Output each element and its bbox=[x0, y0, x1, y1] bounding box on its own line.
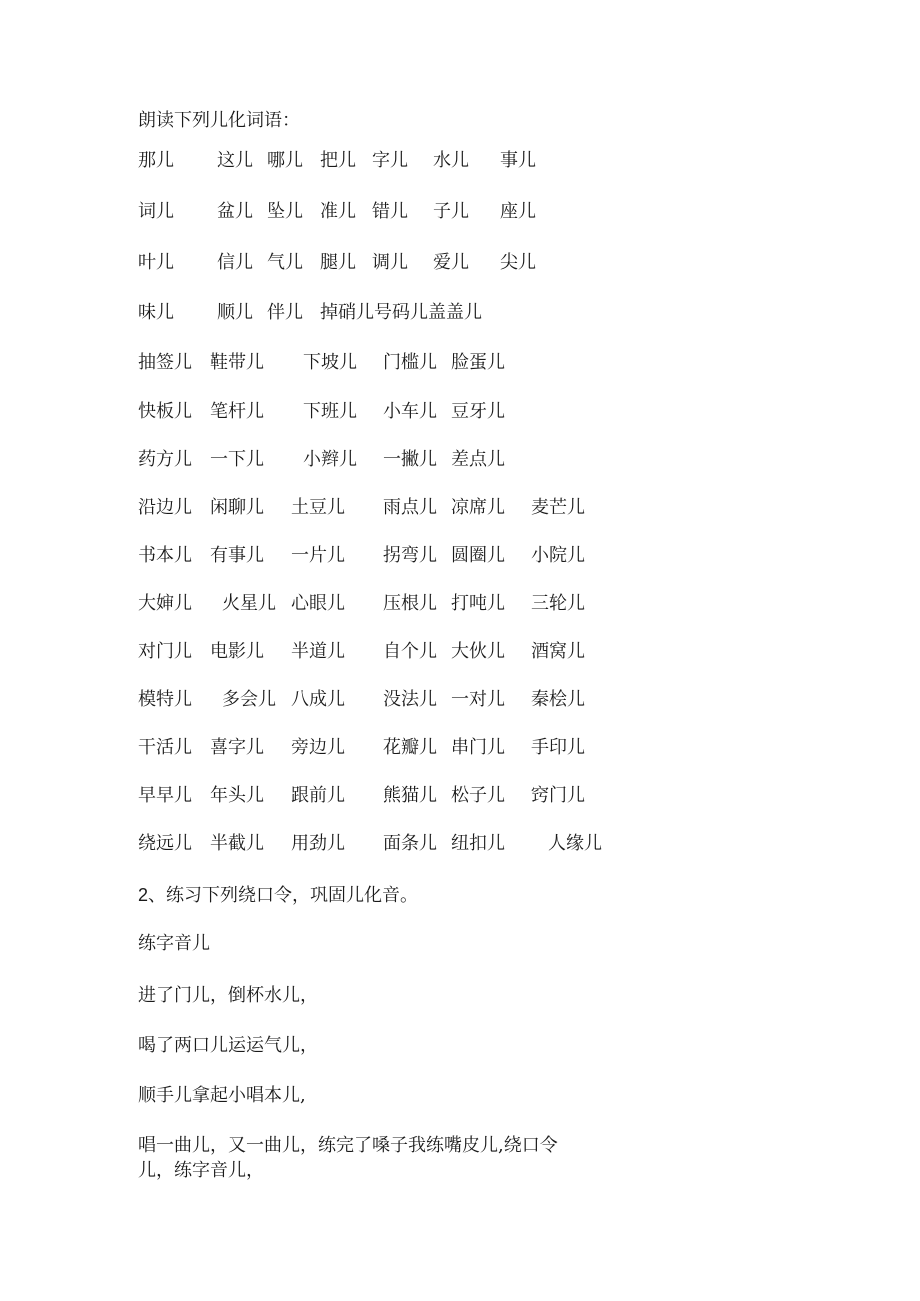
vocab-word: 一片儿 bbox=[291, 545, 345, 566]
vocab-word: 这儿 bbox=[217, 150, 253, 171]
vocab-word: 没法儿 bbox=[383, 689, 437, 710]
vocab-word: 心眼儿 bbox=[291, 593, 345, 614]
vocab-word: 座儿 bbox=[500, 201, 536, 222]
vocab-word: 脸蛋儿 bbox=[451, 352, 505, 373]
vocab-word: 一撇儿 bbox=[383, 449, 437, 470]
vocab-word: 门槛儿 bbox=[383, 352, 437, 373]
vocab-word: 沿边儿 bbox=[138, 497, 192, 518]
vocab-word: 盆儿 bbox=[217, 201, 253, 222]
vocab-word: 拐弯儿 bbox=[383, 545, 437, 566]
vocab-word: 词儿 bbox=[138, 201, 174, 222]
vocab-word: 干活儿 bbox=[138, 737, 192, 758]
vocab-word: 三轮儿 bbox=[531, 593, 585, 614]
vocab-word: 圆圈儿 bbox=[451, 545, 505, 566]
vocab-word: 伴儿 bbox=[267, 302, 303, 323]
vocab-word: 熊猫儿 bbox=[383, 785, 437, 806]
vocab-word: 顺儿 bbox=[217, 302, 253, 323]
vocab-word: 凉席儿 bbox=[451, 497, 505, 518]
vocab-word: 松子儿 bbox=[451, 785, 505, 806]
section2-heading bbox=[138, 884, 418, 907]
vocab-word: 手印儿 bbox=[531, 737, 585, 758]
vocab-word: 一下儿 bbox=[210, 449, 264, 470]
vocab-word: 大伙儿 bbox=[451, 641, 505, 662]
vocab-word: 爱儿 bbox=[433, 252, 469, 273]
vocab-word: 多会儿 bbox=[222, 689, 276, 710]
poem-line: 唱一曲儿，又一曲儿，练完了嗓子我练嘴皮儿,绕口令 bbox=[138, 1135, 558, 1156]
poem-line: 儿，练字音儿， bbox=[138, 1160, 264, 1181]
vocab-word: 气儿 bbox=[267, 252, 303, 273]
vocab-word: 压根儿 bbox=[383, 593, 437, 614]
vocab-word: 子儿 bbox=[433, 201, 469, 222]
vocab-word: 喜字儿 bbox=[210, 737, 264, 758]
vocab-word: 把儿 bbox=[320, 150, 356, 171]
vocab-word: 花瓣儿 bbox=[383, 737, 437, 758]
vocab-word: 闲聊儿 bbox=[210, 497, 264, 518]
vocab-word: 掉硝儿号码儿盖盖儿 bbox=[320, 302, 482, 323]
vocab-word: 自个儿 bbox=[383, 641, 437, 662]
vocab-word: 鞋带儿 bbox=[210, 352, 264, 373]
vocab-word: 电影儿 bbox=[210, 641, 264, 662]
vocab-word: 用劲儿 bbox=[291, 833, 345, 854]
vocab-word: 调儿 bbox=[372, 252, 408, 273]
vocab-word: 尖儿 bbox=[500, 252, 536, 273]
vocab-word: 豆牙儿 bbox=[451, 401, 505, 422]
vocab-word: 跟前儿 bbox=[291, 785, 345, 806]
vocab-word: 小院儿 bbox=[531, 545, 585, 566]
vocab-word: 下坡儿 bbox=[303, 352, 357, 373]
vocab-word: 快板儿 bbox=[138, 401, 192, 422]
poem-title: 练字音儿 bbox=[138, 933, 210, 954]
vocab-word: 错儿 bbox=[372, 201, 408, 222]
vocab-word: 串门儿 bbox=[451, 737, 505, 758]
vocab-word: 水儿 bbox=[433, 150, 469, 171]
vocab-word: 叶儿 bbox=[138, 252, 174, 273]
vocab-word: 对门儿 bbox=[138, 641, 192, 662]
vocab-word: 差点儿 bbox=[451, 449, 505, 470]
vocab-word: 坠儿 bbox=[267, 201, 303, 222]
vocab-word: 火星儿 bbox=[222, 593, 276, 614]
vocab-word: 事儿 bbox=[500, 150, 536, 171]
vocab-word: 信儿 bbox=[217, 252, 253, 273]
poem-line: 进了门儿，倒杯水儿， bbox=[138, 985, 318, 1006]
vocab-word: 准儿 bbox=[320, 201, 356, 222]
vocab-word: 面条儿 bbox=[383, 833, 437, 854]
vocab-word: 大婶儿 bbox=[138, 593, 192, 614]
section2-number: 2 bbox=[138, 885, 149, 905]
vocab-word: 麦芒儿 bbox=[531, 497, 585, 518]
vocab-heading: 朗读下列儿化词语： bbox=[138, 110, 300, 131]
vocab-word: 早早儿 bbox=[138, 785, 192, 806]
vocab-word: 年头儿 bbox=[210, 785, 264, 806]
vocab-word: 打吨儿 bbox=[451, 593, 505, 614]
poem-line: 顺手儿拿起小唱本儿, bbox=[138, 1085, 306, 1106]
vocab-word: 哪儿 bbox=[267, 150, 303, 171]
vocab-word: 半截儿 bbox=[210, 833, 264, 854]
vocab-word: 药方儿 bbox=[138, 449, 192, 470]
vocab-word: 模特儿 bbox=[138, 689, 192, 710]
vocab-word: 土豆儿 bbox=[291, 497, 345, 518]
vocab-word: 雨点儿 bbox=[383, 497, 437, 518]
vocab-word: 旁边儿 bbox=[291, 737, 345, 758]
vocab-word: 一对儿 bbox=[451, 689, 505, 710]
vocab-word: 秦桧儿 bbox=[531, 689, 585, 710]
vocab-word: 抽签儿 bbox=[138, 352, 192, 373]
vocab-word: 腿儿 bbox=[320, 252, 356, 273]
vocab-word: 小车儿 bbox=[383, 401, 437, 422]
vocab-word: 笔杆儿 bbox=[210, 401, 264, 422]
vocab-word: 窍门儿 bbox=[531, 785, 585, 806]
vocab-word: 味儿 bbox=[138, 302, 174, 323]
vocab-word: 书本儿 bbox=[138, 545, 192, 566]
vocab-word: 下班儿 bbox=[303, 401, 357, 422]
vocab-word: 字儿 bbox=[372, 150, 408, 171]
vocab-word: 酒窝儿 bbox=[531, 641, 585, 662]
vocab-word: 绕远儿 bbox=[138, 833, 192, 854]
vocab-word: 人缘儿 bbox=[548, 833, 602, 854]
vocab-word: 小辫儿 bbox=[303, 449, 357, 470]
vocab-word: 那儿 bbox=[138, 150, 174, 171]
vocab-word: 八成儿 bbox=[291, 689, 345, 710]
vocab-word: 有事儿 bbox=[210, 545, 264, 566]
poem-line: 喝了两口儿运运气儿， bbox=[138, 1035, 318, 1056]
vocab-word: 半道儿 bbox=[291, 641, 345, 662]
vocab-word: 纽扣儿 bbox=[451, 833, 505, 854]
section2-text: 、练习下列绕口令，巩固儿化音。 bbox=[148, 885, 419, 906]
